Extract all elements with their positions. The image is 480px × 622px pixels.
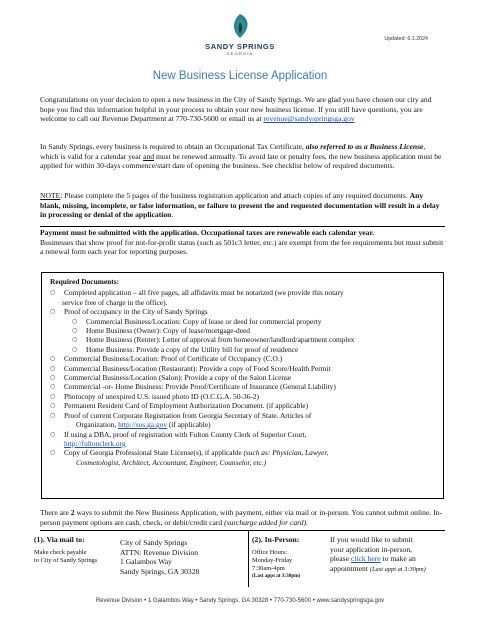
sub-list-item: ○ Home Business (Owner): Copy of lease/mortgage-deed: [72, 326, 250, 336]
in-person-section: (2). In-Person: Office Hours: Monday-Friday 7:30am-4pm (Last appt at 3:30pm): [252, 535, 322, 579]
list-item: ○ Permanent Resident Card of Employment Authorization Document. (if applicable): [50, 401, 309, 411]
appointment-info: If you would like to submit your application in-person, please click here to make an appointment (Last appt at 3:30pm): [330, 535, 426, 573]
list-item-continued: service free of charge in the office).: [62, 297, 168, 307]
submission-ways-paragraph: There are 2 ways to submit the New Business Application, with payment, either via mail or in-person. You cannot submit online. In-person payment options are cash, check, or debit/credit card (surcharge added for card).: [40, 508, 442, 527]
note-paragraph: NOTE: Please complete the 5 pages of the business registration application and attach copies of any required documents. Any blank, missing, incomplete, or false information, or failure to present the and requested documentation will result in a delay in processing or denial of the application.: [40, 191, 440, 220]
payment-paragraph: [40, 228, 445, 257]
logo-name: SANDY SPRINGS: [205, 42, 275, 51]
list-item-continued: Organization, http://sos.ga.gov (if applicable): [76, 420, 211, 430]
payment-text: Businesses that show proof for not-for-profit status (such as 501c3 letter, etc.) are exempt from the fee requirements but must submit a renewal form each year for reporting purposes.: [40, 237, 444, 257]
required-documents-box: [41, 272, 444, 499]
list-item: ○ Copy of Georgia Professional State License(s), if applicable (such as: Physician, Lawyer,: [50, 448, 329, 458]
intro-paragraph: [40, 95, 445, 124]
fulton-clerk-link[interactable]: http://fultonclerk.org: [64, 438, 126, 448]
list-item: ○ Proof of occupancy in the City of Sandy Springs: [50, 307, 208, 317]
list-item: ○ Commercial Business/Location: Proof of Certificate of Occupancy (C.O.): [50, 354, 283, 364]
updated-date: Updated: 6.1.2024: [384, 36, 428, 42]
in-person-heading: (2). In-Person:: [252, 535, 300, 544]
section-divider: [248, 531, 249, 587]
license-paragraph: In Sandy Springs, every business is required to obtain an Occupational Tax Certificate, also referred to as a Business License, which is valid for a calendar year and must be renewed annually. To avoid late or penalty fees, the new business application must be applied for within 30-days commence/start date of opening the business. See checklist below of required documents.: [40, 142, 442, 171]
list-item-continued: Cosmetologist, Architect, Accountant, Engineer, Counselor, etc.): [76, 457, 267, 467]
list-item-continued: [50, 439, 437, 448]
city-logo: [200, 12, 280, 72]
required-documents-heading: Required Documents:: [50, 277, 120, 286]
list-item: ○ Commercial -or- Home Business: Provide Proof/Certificate of Insurance (General Liability): [50, 382, 336, 392]
list-item: ○ Commercial Business/Location (Restaurant): Provide a copy of Food Score/Health Permit: [50, 363, 331, 373]
list-item: ○ Completed application – all five pages, all affidavits must be notarized (we provide this notary: [50, 288, 344, 298]
mail-heading: (1). Via mail to:: [34, 535, 85, 544]
payment-heading: Payment must be submitted with the application. Occupational taxes are renewable each calendar year.: [40, 228, 375, 237]
sub-list-item: ○ Commercial Business/Location: Copy of lease or deed for commercial property: [72, 316, 322, 326]
list-item: ○ Proof of current Corporate Registration from Georgia Secretary of State. Articles of: [50, 410, 312, 420]
logo-subtitle: GEORGIA: [226, 51, 254, 56]
divider: [40, 530, 445, 531]
list-item: ○ Photocopy of unexpired U.S. issued photo ID (O.C.G.A. 50-36-2): [50, 391, 260, 401]
intro-text: Congratulations on your decision to open a new business in the City of Sandy Springs. We are glad you have chosen our city and hope you find this information helpful in your process to obtain your new business license. If you still have questions, you are welcome to call our Revenue Department at 770-730-5600 or email us at: [40, 95, 432, 124]
list-item: ○ If using a DBA, proof of registration with Fulton County Clerk of Superior Court,: [50, 429, 307, 439]
logo-leaf-icon: [227, 12, 253, 40]
sub-list-item: ○ Home Business (Renter): Letter of approval from homeowner/landlord/apartment complex: [72, 335, 355, 345]
mail-section: (1). Via mail to: Make check payable to City of Sandy Springs: [34, 535, 114, 565]
sos-link[interactable]: http://sos.ga.gov: [118, 420, 168, 430]
page-title: New Business License Application: [152, 70, 328, 82]
mailing-address: City of Sandy Springs ATTN: Revenue Division 1 Galambos Way Sandy Springs, GA 30328: [120, 538, 200, 576]
page-footer: Revenue Division • 1 Galambos Way • Sandy Springs, GA 30328 • 770-730-5600 • www.sandyspringsga.gov: [95, 598, 385, 604]
revenue-email-link[interactable]: revenue@sandyspringsga.gov: [263, 114, 355, 124]
list-item: ○ Commercial Business/Location (Salon): Provide a copy of the Salon License: [50, 373, 292, 383]
divider: [40, 226, 445, 227]
sub-list-item: ○ Home Business: Provide a copy of the Utility bill for proof of residence: [72, 344, 299, 354]
appointment-link[interactable]: click here: [350, 554, 381, 564]
